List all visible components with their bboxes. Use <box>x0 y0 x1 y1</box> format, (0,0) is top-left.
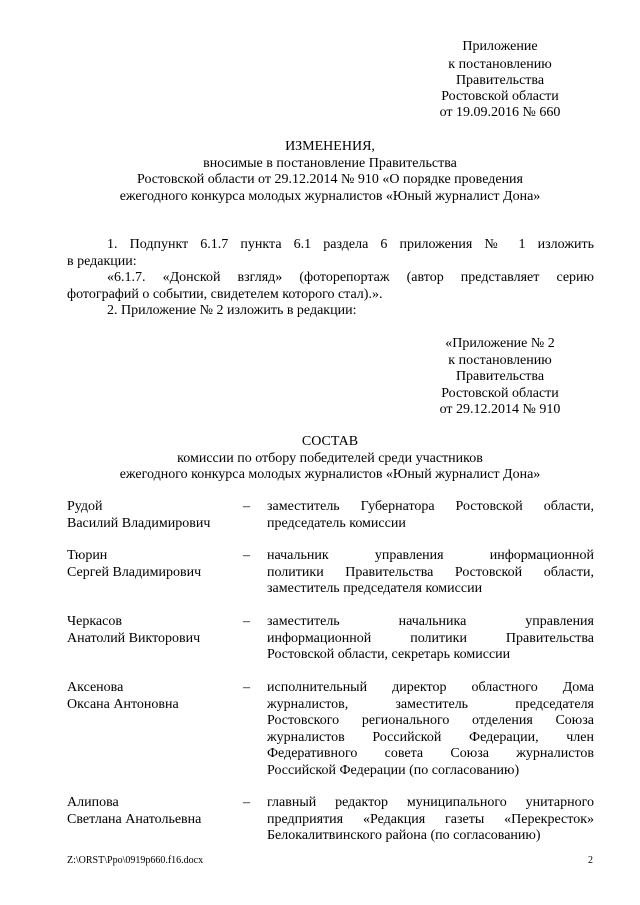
member-surname: Тюрин <box>67 548 108 563</box>
header-appendix-line: Приложение <box>462 39 538 54</box>
member-surname: Алипова <box>67 795 119 810</box>
member-role-line: журналистов, заместитель председателя <box>267 697 594 712</box>
body-item2: 2. Приложение № 2 изложить в редакции: <box>107 303 357 318</box>
member-role-line: исполнительный директор областного Дома <box>267 680 594 695</box>
member-name: Сергей Владимирович <box>67 565 202 580</box>
footer-file-path: Z:\ORST\Ppo\0919p660.f16.docx <box>67 855 204 866</box>
member-role-line: Ростовской области, секретарь комиссии <box>267 647 511 662</box>
changes-subtitle-line: вносимые в постановление Правительства <box>203 156 457 171</box>
composition-subtitle-line: комиссии по отбору победителей среди участников <box>177 451 483 466</box>
inner-appendix-line: «Приложение № 2 <box>445 336 555 351</box>
changes-subtitle-line: Ростовской области от 29.12.2014 № 910 «О порядке проведения <box>137 172 523 187</box>
body-quote-line: фотографий о событии, свидетелем которого стал).». <box>67 287 383 302</box>
member-role-line: предприятия «Редакция газеты «Перекресток» <box>267 812 594 827</box>
member-role-line: председатель комиссии <box>267 516 406 531</box>
member-dash: – <box>243 548 250 563</box>
inner-appendix-line: Правительства <box>455 369 545 384</box>
header-appendix-line: Правительства <box>455 73 545 88</box>
header-appendix-line: от 19.09.2016 № 660 <box>439 105 561 120</box>
member-name: Анатолий Викторович <box>67 631 201 646</box>
member-role-line: журналистов Российской Федерации, член <box>267 730 594 745</box>
body-item1-line: в редакции: <box>67 254 137 269</box>
member-role-line: главный редактор муниципального унитарного <box>267 795 594 810</box>
footer-page-number: 2 <box>588 855 593 866</box>
member-name: Светлана Анатольевна <box>67 812 202 827</box>
member-role-line: Ростовского регионального отделения Союза <box>267 713 594 728</box>
body-quote-line: «6.1.7. «Донской взгляд» (фоторепортаж (автор представляет серию <box>107 270 594 285</box>
header-appendix-line: Ростовской области <box>441 89 559 104</box>
member-role-line: заместитель Губернатора Ростовской области, <box>267 499 594 514</box>
changes-title: ИЗМЕНЕНИЯ, <box>285 139 375 154</box>
changes-subtitle-line: ежегодного конкурса молодых журналистов «Юный журналист Дона» <box>119 189 541 204</box>
member-name: Василий Владимирович <box>67 516 211 531</box>
member-role-line: информационной политики Правительства <box>267 631 594 646</box>
member-role-line: политики Правительства Ростовской области, <box>267 565 594 580</box>
composition-subtitle-line: ежегодного конкурса молодых журналистов «Юный журналист Дона» <box>119 467 541 482</box>
composition-title: СОСТАВ <box>301 434 359 449</box>
header-appendix-line: к постановлению <box>448 57 552 72</box>
member-role-line: заместитель председателя комиссии <box>267 581 483 596</box>
member-surname: Рудой <box>67 499 103 514</box>
member-surname: Аксенова <box>67 680 124 695</box>
member-role-line: Федеративного совета Союза журналистов <box>267 746 594 761</box>
member-role-line: заместитель начальника управления <box>267 614 594 629</box>
member-dash: – <box>243 499 250 514</box>
member-dash: – <box>243 680 250 695</box>
member-role-line: начальник управления информационной <box>267 548 594 563</box>
member-dash: – <box>243 795 250 810</box>
member-role-line: Белокалитвинского района (по согласованию) <box>267 828 541 843</box>
inner-appendix-line: от 29.12.2014 № 910 <box>439 402 561 417</box>
member-role-line: Российской Федерации (по согласованию) <box>267 763 520 778</box>
inner-appendix-line: Ростовской области <box>441 386 559 401</box>
inner-appendix-line: к постановлению <box>448 353 552 368</box>
member-name: Оксана Антоновна <box>67 697 179 712</box>
member-surname: Черкасов <box>67 614 122 629</box>
member-dash: – <box>243 614 250 629</box>
body-item1-line: 1. Подпункт 6.1.7 пункта 6.1 раздела 6 приложения № 1 изложить <box>107 237 594 252</box>
